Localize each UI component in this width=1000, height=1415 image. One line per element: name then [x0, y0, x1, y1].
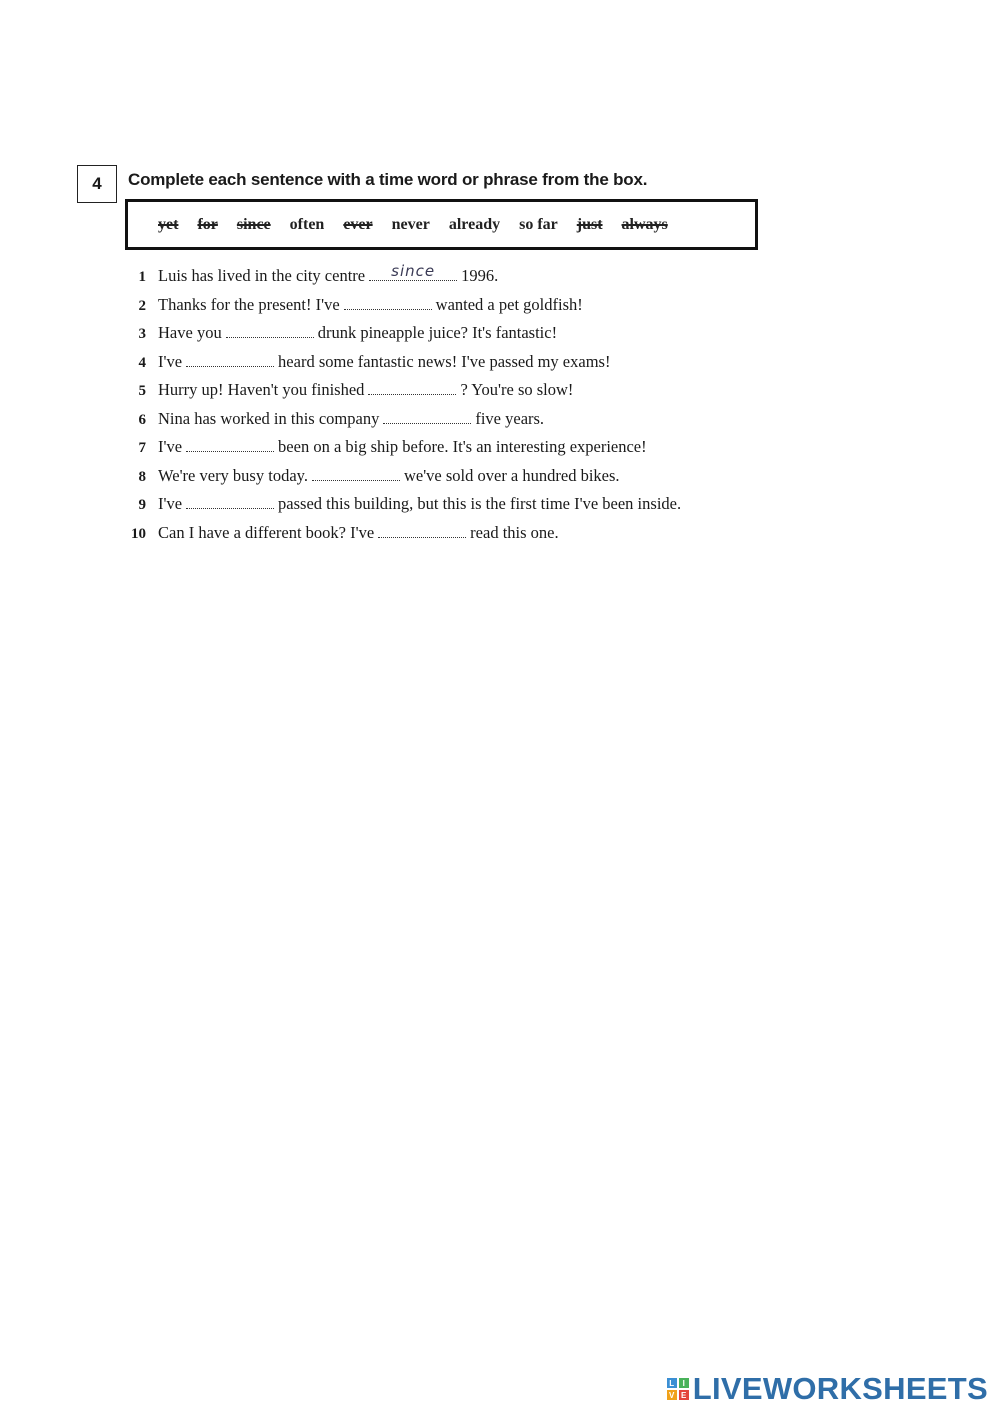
liveworksheets-logo-icon: [667, 1378, 689, 1400]
sentence-row: [120, 466, 760, 495]
sentence-text-after: drunk pineapple juice? It's fantastic!: [317, 323, 558, 342]
word-option: for: [197, 215, 218, 233]
sentence-text-before: Can I have a different book? I've: [158, 522, 375, 542]
sentence-number: 7: [138, 440, 146, 456]
logo-tile: V: [667, 1390, 677, 1400]
word-box: [125, 199, 758, 250]
sentence-number: 2: [138, 297, 146, 314]
sentence-text-after: 1996.: [461, 266, 499, 285]
sentence-row: [120, 295, 760, 324]
sentence-text-before: Luis has lived in the city centre: [158, 266, 366, 285]
word-option: often: [289, 215, 325, 233]
word-option: yet: [158, 215, 179, 233]
sentence-number: 9: [138, 497, 146, 513]
sentence-row: [120, 262, 760, 295]
sentence-row: [120, 409, 760, 438]
word-option: never: [391, 215, 430, 233]
word-option: so far: [519, 215, 558, 233]
sentence-number: 5: [138, 383, 146, 399]
sentence-text-after: heard some fantastic news! I've passed my exams!: [278, 351, 611, 371]
answer-blank[interactable]: [369, 262, 457, 281]
sentence-row: [120, 323, 760, 352]
liveworksheets-brand: [667, 1371, 988, 1407]
logo-tile: L: [667, 1378, 677, 1388]
sentence-text-before: Thanks for the present! I've: [158, 294, 340, 314]
answer-blank[interactable]: [186, 439, 274, 452]
sentence-text-before: I've: [158, 437, 183, 456]
exercise-number-box: [77, 165, 117, 203]
sentence-text-before: I've: [158, 494, 183, 513]
sentence-number: 1: [138, 269, 146, 285]
word-option: always: [621, 215, 668, 233]
sentence-list: [120, 262, 760, 551]
answer-blank[interactable]: [226, 325, 314, 338]
sentence-text-before: Nina has worked in this company: [158, 408, 380, 428]
word-option: just: [576, 215, 603, 233]
sentence-text-after: been on a big ship before. It's an interesting experience!: [278, 437, 647, 456]
sentence-text-after: ? You're so slow!: [460, 380, 574, 399]
sentence-number: 8: [138, 468, 146, 485]
sentence-row: [120, 352, 760, 381]
sentence-text-before: Have you: [158, 323, 222, 342]
word-option: since: [236, 215, 271, 233]
logo-tile: I: [679, 1378, 689, 1388]
sentence-text-before: We're very busy today.: [158, 465, 308, 485]
word-option: ever: [343, 215, 373, 233]
sentence-number: 10: [131, 525, 146, 542]
sentence-text-after: passed this building, but this is the first time I've been inside.: [278, 494, 682, 513]
sentence-text-after: wanted a pet goldfish!: [435, 294, 583, 314]
sentence-number: 3: [138, 326, 146, 342]
sentence-row: [120, 523, 760, 552]
sentence-text-after: read this one.: [470, 522, 559, 542]
answer-blank[interactable]: [312, 468, 400, 481]
sentence-row: [120, 494, 760, 523]
logo-tile: E: [679, 1390, 689, 1400]
answer-blank[interactable]: [383, 411, 471, 424]
sentence-row: [120, 437, 760, 466]
answer-blank[interactable]: [186, 496, 274, 509]
answer-blank[interactable]: [368, 382, 456, 395]
sentence-text-after: we've sold over a hundred bikes.: [403, 465, 620, 485]
brand-name: LIVEWORKSHEETS: [692, 1371, 988, 1406]
exercise-number: 4: [92, 174, 102, 193]
sentence-row: [120, 380, 760, 409]
answer-text: since: [391, 262, 436, 280]
sentence-text-before: I've: [158, 351, 183, 371]
sentence-text-before: Hurry up! Haven't you finished: [158, 380, 365, 399]
word-option: already: [448, 215, 501, 233]
sentence-number: 6: [138, 411, 146, 428]
sentence-text-after: five years.: [475, 408, 545, 428]
answer-blank[interactable]: [186, 354, 274, 367]
sentence-number: 4: [138, 354, 146, 371]
answer-blank[interactable]: [378, 525, 466, 538]
exercise-instruction: Complete each sentence with a time word or phrase from the box.: [128, 170, 648, 189]
answer-blank[interactable]: [344, 297, 432, 310]
